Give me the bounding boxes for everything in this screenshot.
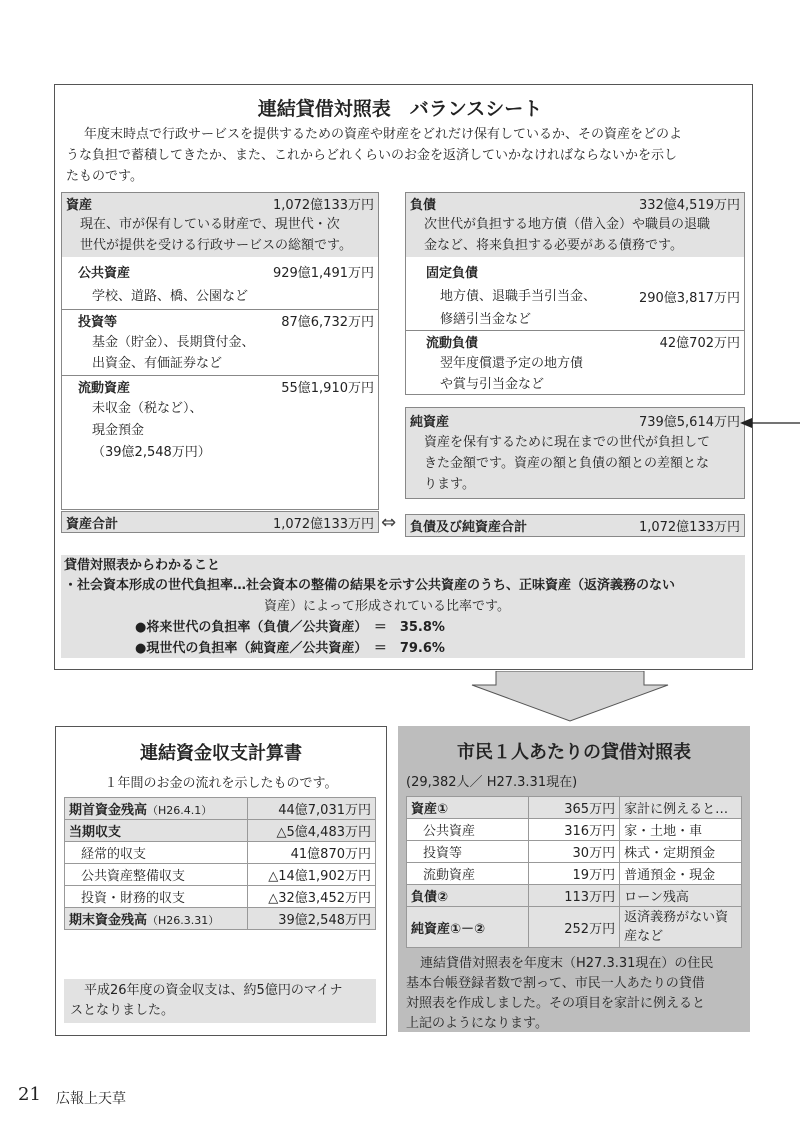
per-capita-note: 連結貸借対照表を年度末（H27.3.31現在）の住民 基本台帳登録者数で割って、市民一人あたりの貸借 対照表を作成しました。その項目を家計に例えると 上記のようになります。 — [406, 956, 714, 1031]
cash-flow-panel — [55, 726, 387, 1036]
balance-sheet-intro: 年度末時点で行政サービスを提供するための資産や財産をどれだけ保有しているか、その資産をどのよ うな負担で蓄積してきたか、また、これからどれくらいのお金を返済していかなければならないかを示し たものです。 — [66, 127, 683, 184]
current-assets-label: 流動資産 — [78, 381, 131, 396]
liabilities-net-total-value: 1,072億133万円 — [638, 520, 740, 535]
table-row: 公共資産 316万円 家・土地・車 — [407, 819, 742, 841]
assets-desc: 現在、市が保有している財産で、現世代・次 世代が提供を受ける行政サービスの総額です。 — [80, 217, 352, 253]
net-assets-desc: 資産を保有するために現在までの世代が負担して きた金額です。資産の額と負債の額との差額とな ります。 — [424, 435, 711, 492]
investments-label: 投資等 — [78, 315, 118, 330]
fixed-liabilities-value: 290億3,817万円 — [638, 291, 740, 306]
table-row: 純資産①－② 252万円 返済義務がない資産など — [407, 907, 742, 948]
cash-flow-table — [64, 797, 376, 930]
per-capita-panel — [398, 726, 750, 1032]
fixed-liabilities-label: 固定負債 — [426, 266, 479, 281]
pointer-arrow-icon — [738, 416, 800, 430]
public-assets-label: 公共資産 — [78, 266, 131, 281]
liabilities-net-total-label: 負債及び純資産合計 — [410, 520, 528, 535]
table-row: 負債② 113万円 ローン残高 — [407, 885, 742, 907]
liabilities-net-total-row — [405, 514, 745, 537]
table-row: 投資・財務的収支 △32億3,452万円 — [65, 886, 376, 908]
per-capita-subtitle: (29,382人／ H27.3.31現在) — [406, 775, 578, 790]
table-row: 当期収支 △5億4,483万円 — [65, 820, 376, 842]
cash-flow-subtitle: １年間のお金の流れを示したものです。 — [104, 776, 338, 791]
assets-value: 1,072億133万円 — [272, 198, 374, 213]
table-row: 公共資産整備収支 △14億1,902万円 — [65, 864, 376, 886]
publication-name: 広報上天草 — [56, 1091, 126, 1107]
future-burden-ratio: ●将来世代の負担率（負債／公共資産） ＝ 35.8% — [135, 620, 445, 635]
liabilities-desc: 次世代が負担する地方債（借入金）や職員の退職 金など、将来負担する必要がある債務です。 — [424, 217, 711, 253]
current-assets-desc: 未収金（税など）、 現金預金 （39億2,548万円） — [92, 401, 211, 460]
cash-flow-title: 連結資金収支計算書 — [140, 743, 302, 764]
table-row: 資産① 365万円 家計に例えると… — [407, 797, 742, 819]
net-assets-label: 純資産 — [410, 415, 450, 430]
assets-total-value: 1,072億133万円 — [272, 516, 374, 532]
investments-desc: 基金（貯金）、長期貸付金、 出資金、有価証券など — [92, 335, 255, 371]
net-assets-value: 739億5,614万円 — [638, 415, 740, 430]
per-capita-title: 市民１人あたりの貸借対照表 — [457, 742, 691, 763]
findings-line1: ・社会資本形成の世代負担率…社会資本の整備の結果を示す公共資産のうち、正味資産（返済義務のない — [64, 578, 676, 593]
current-liabilities-desc: 翌年度償還予定の地方債 や賞与引当金など — [440, 356, 584, 392]
per-capita-table — [406, 796, 742, 948]
investments-value: 87億6,732万円 — [281, 315, 374, 330]
balance-sheet-title: 連結貸借対照表 バランスシート — [257, 98, 543, 120]
liabilities-box — [405, 192, 745, 395]
table-row: 期末資金残高（H26.3.31） 39億2,548万円 — [65, 908, 376, 930]
table-row: 流動資産 19万円 普通預金・現金 — [407, 863, 742, 885]
table-row: 期首資金残高（H26.4.1） 44億7,031万円 — [65, 798, 376, 820]
down-arrow-icon — [470, 671, 670, 723]
findings-title: 貸借対照表からわかること — [64, 558, 221, 573]
current-assets-value: 55億1,910万円 — [281, 381, 374, 396]
assets-total-label: 資産合計 — [66, 516, 119, 532]
net-assets-box — [405, 407, 745, 499]
equal-arrow-icon: ⇔ — [381, 512, 397, 533]
fixed-liabilities-desc: 地方債、退職手当引当金、 修繕引当金など — [440, 289, 597, 327]
cash-flow-note: 平成26年度の資金収支は、約5億円のマイナ スとなりました。 — [64, 979, 376, 1023]
liabilities-value: 332億4,519万円 — [638, 198, 740, 213]
current-burden-ratio: ●現世代の負担率（純資産／公共資産） ＝ 79.6% — [135, 641, 445, 656]
table-row: 経常的収支 41億870万円 — [65, 842, 376, 864]
public-assets-desc: 学校、道路、橋、公園など — [92, 289, 249, 304]
findings-box — [61, 555, 745, 658]
current-liabilities-value: 42億702万円 — [659, 336, 740, 351]
assets-label: 資産 — [66, 198, 93, 213]
table-row: 投資等 30万円 株式・定期預金 — [407, 841, 742, 863]
liabilities-label: 負債 — [410, 198, 437, 213]
current-liabilities-label: 流動負債 — [426, 336, 479, 351]
assets-total-row — [61, 511, 379, 533]
assets-box — [61, 192, 379, 510]
findings-line2: 資産）によって形成されている比率です。 — [264, 599, 510, 614]
public-assets-value: 929億1,491万円 — [272, 266, 374, 281]
page-number: 21 — [18, 1084, 41, 1105]
